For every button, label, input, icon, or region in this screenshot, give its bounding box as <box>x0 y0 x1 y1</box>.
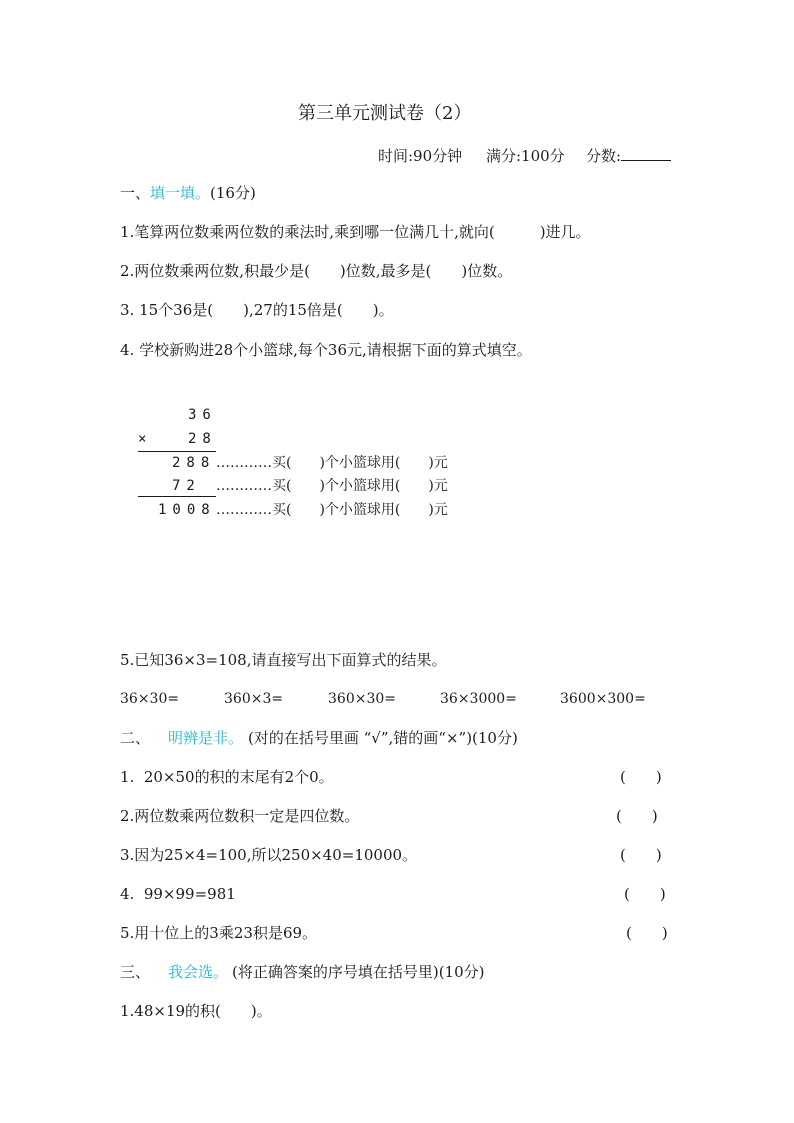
section2-number: 二、 <box>120 729 151 747</box>
calc-partial-2: 72 <box>172 478 201 494</box>
page-title: 第三单元测试卷（2） <box>298 103 472 124</box>
section1-q2: 2.两位数乘两位数,积最少是( )位数,最多是( )位数。 <box>120 262 513 280</box>
calc-multiplier: 28 <box>188 431 217 447</box>
calc-hint-2: …………买( )个小篮球用( )元 <box>216 478 448 494</box>
calc-rule-1 <box>138 451 216 452</box>
judge-bracket-2[interactable]: ( ) <box>616 807 658 825</box>
judge-item-1: 1. 20×50的积的末尾有2个0。 <box>120 768 334 786</box>
q5-item-3: 360×30= <box>328 691 396 707</box>
calc-hint-1: …………买( )个小篮球用( )元 <box>216 455 448 471</box>
section2-instruction: (对的在括号里画 “√”,错的画“×”)(10分) <box>248 729 518 747</box>
judge-bracket-5[interactable]: ( ) <box>626 924 668 942</box>
time-label: 时间:90分钟 <box>378 147 463 165</box>
judge-bracket-3[interactable]: ( ) <box>620 846 662 864</box>
section2-title: 明辨是非。 <box>168 729 244 747</box>
score-label <box>586 146 671 166</box>
section3-instruction: (将正确答案的序号填在括号里)(10分) <box>232 963 485 981</box>
section1-points: (16分) <box>210 184 256 202</box>
section1-q4: 4. 学校新购进28个小篮球,每个36元,请根据下面的算式填空。 <box>120 341 532 359</box>
calc-rule-2 <box>138 496 216 497</box>
section1-q1: 1.笔算两位数乘两位数的乘法时,乘到哪一位满几十,就向( )进几。 <box>120 223 591 241</box>
q5-item-5: 3600×300= <box>560 691 646 707</box>
judge-item-3: 3.因为25×4=100,所以250×40=10000。 <box>120 846 418 864</box>
q5-item-4: 36×3000= <box>440 691 517 707</box>
q5-item-1: 36×30= <box>120 691 180 707</box>
full-score-label: 满分:100分 <box>486 147 565 165</box>
section3-q1: 1.48×19的积( )。 <box>120 1002 272 1020</box>
section1-number: 一、 <box>120 184 151 202</box>
score-blank[interactable] <box>621 146 671 161</box>
judge-item-2: 2.两位数乘两位数积一定是四位数。 <box>120 807 360 825</box>
calc-partial-1: 288 <box>172 455 216 471</box>
calc-operator: × <box>138 431 147 447</box>
section3-number: 三、 <box>120 963 151 981</box>
calc-multiplicand: 36 <box>188 407 217 423</box>
judge-bracket-4[interactable]: ( ) <box>624 885 666 903</box>
judge-item-5: 5.用十位上的3乘23积是69。 <box>120 924 318 942</box>
score-label-text: 分数: <box>586 147 622 165</box>
calc-product: 1008 <box>158 502 216 518</box>
section1-title: 填一填。 <box>150 184 211 202</box>
calc-hint-3: …………买( )个小篮球用( )元 <box>216 502 448 518</box>
section3-title: 我会选。 <box>168 963 229 981</box>
section1-q5: 5.已知36×3=108,请直接写出下面算式的结果。 <box>120 651 447 669</box>
judge-item-4: 4. 99×99=981 <box>120 885 236 903</box>
section1-heading <box>120 183 256 203</box>
q5-item-2: 360×3= <box>224 691 284 707</box>
section1-q3: 3. 15个36是( ),27的15倍是( )。 <box>120 301 394 319</box>
judge-bracket-1[interactable]: ( ) <box>620 768 662 786</box>
